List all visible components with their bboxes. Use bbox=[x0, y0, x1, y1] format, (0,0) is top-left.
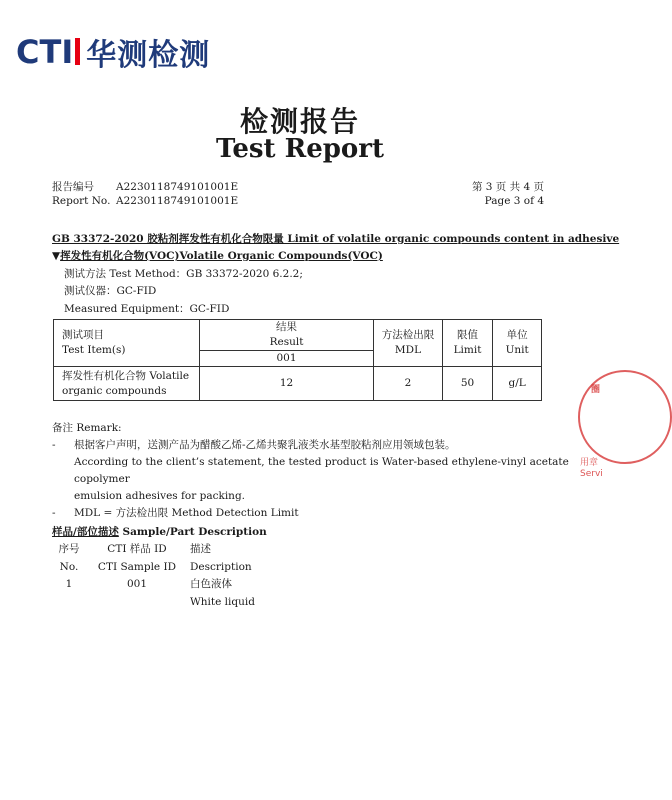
remark-bullet1-en-line2: emulsion adhesives for packing. bbox=[74, 490, 246, 502]
header-result-en: Result bbox=[269, 336, 304, 348]
logo-accent-bar bbox=[75, 38, 80, 65]
header-test-item-en: Test Item(s) bbox=[62, 344, 126, 356]
company-logo bbox=[16, 30, 210, 74]
sample-heading-cn: 样品/部位描述 bbox=[52, 526, 119, 538]
report-number-block bbox=[52, 180, 238, 208]
table-row bbox=[52, 594, 255, 612]
row-result: 12 bbox=[199, 367, 374, 401]
col-desc-en: Description bbox=[190, 560, 252, 573]
page-number-block bbox=[400, 180, 544, 208]
results-table bbox=[53, 319, 542, 401]
report-number-value-en: A2230118749101001E bbox=[116, 195, 239, 207]
remark-block bbox=[52, 420, 603, 522]
header-mdl-cn: 方法检出限 bbox=[381, 329, 435, 341]
row-test-item bbox=[54, 367, 200, 401]
header-limit bbox=[442, 320, 493, 367]
header-unit-cn: 单位 bbox=[506, 329, 528, 341]
sample-desc-cn: 白色液体 bbox=[190, 578, 232, 590]
row-unit: g/L bbox=[493, 367, 542, 401]
header-unit bbox=[493, 320, 542, 367]
table-row bbox=[52, 576, 255, 594]
logo-chinese-name: 华测检测 bbox=[86, 38, 211, 73]
table-row bbox=[54, 367, 542, 401]
header-mdl-en: MDL bbox=[394, 344, 422, 356]
remark-bullet2: MDL = 方法检出限 Method Detection Limit bbox=[74, 507, 299, 519]
sample-table bbox=[52, 541, 255, 611]
row-limit: 50 bbox=[442, 367, 493, 401]
row-test-item-line1: 挥发性有机化合物 Volatile bbox=[62, 369, 190, 382]
test-method: 测试方法 Test Method：GB 33372-2020 6.2.2; bbox=[64, 268, 303, 280]
header-limit-en: Limit bbox=[453, 344, 482, 356]
header-test-item bbox=[54, 320, 200, 367]
report-number-value-cn: A2230118749101001E bbox=[116, 181, 239, 193]
sample-heading-en: Sample/Part Description bbox=[118, 526, 267, 538]
remark-dash: - bbox=[52, 507, 56, 519]
col-id-cn: CTI 样品 ID bbox=[107, 543, 167, 555]
report-title-en: Test Report bbox=[216, 134, 384, 164]
test-equipment-en: Measured Equipment：GC-FID bbox=[64, 303, 230, 315]
report-title-cn: 检测报告 bbox=[239, 105, 360, 138]
sample-no: 1 bbox=[65, 578, 73, 590]
sample-desc-en: White liquid bbox=[190, 595, 255, 608]
page-number-cn: 第 3 页 共 4 页 bbox=[471, 181, 544, 193]
report-number-label-cn: 报告编号 bbox=[52, 181, 94, 193]
col-no-cn: 序号 bbox=[58, 543, 80, 555]
page-number-en: Page 3 of 4 bbox=[484, 195, 544, 207]
header-unit-en: Unit bbox=[505, 344, 529, 356]
header-mdl bbox=[374, 320, 442, 367]
logo-mark: CTI bbox=[16, 33, 80, 71]
header-test-item-cn: 测试项目 bbox=[62, 329, 104, 341]
section-heading: GB 33372-2020 胶粘剂挥发性有机化合物限量 Limit of volatile organic compounds content in adhesive bbox=[52, 233, 620, 245]
remark-bullet1-cn: 根据客户声明，送测产品为醋酸乙烯-乙烯共聚乳液类水基型胶粘剂应用领域包装。 bbox=[74, 439, 456, 451]
remark-dash: - bbox=[52, 439, 56, 451]
report-number-label-en: Report No. bbox=[52, 195, 111, 207]
seal-text-lower-cn: 用章 bbox=[580, 458, 599, 468]
row-test-item-line2: organic compounds bbox=[62, 384, 167, 397]
header-result-sample: 001 bbox=[199, 351, 374, 367]
col-no-en: No. bbox=[59, 560, 79, 573]
seal-text-lower bbox=[580, 458, 603, 480]
header-result-cn: 结果 bbox=[276, 321, 297, 333]
sample-id: 001 bbox=[126, 578, 148, 590]
sub-heading-text: 挥发性有机化合物(VOC)Volatile Organic Compounds(VOC) bbox=[60, 250, 383, 262]
sample-header-row-en bbox=[52, 559, 255, 577]
col-id-en: CTI Sample ID bbox=[97, 560, 177, 573]
sample-heading bbox=[52, 524, 267, 539]
header-limit-cn: 限值 bbox=[457, 329, 478, 341]
seal-text-lower-en: Servi bbox=[580, 469, 603, 479]
sub-heading-marker: ▼ bbox=[52, 250, 61, 262]
test-equipment-cn: 测试仪器：GC-FID bbox=[64, 285, 157, 297]
header-result bbox=[199, 320, 374, 351]
seal-text: 圈 bbox=[590, 385, 600, 395]
sub-heading bbox=[52, 248, 383, 263]
sample-header-row-cn bbox=[52, 541, 255, 559]
remark-title: 备注 Remark: bbox=[52, 422, 122, 434]
remark-bullet1-en-line1: According to the client’s statement, the tested product is Water-based ethylene-vinyl acetate copolymer bbox=[74, 456, 569, 485]
row-mdl: 2 bbox=[374, 367, 442, 401]
col-desc-cn: 描述 bbox=[190, 543, 211, 555]
